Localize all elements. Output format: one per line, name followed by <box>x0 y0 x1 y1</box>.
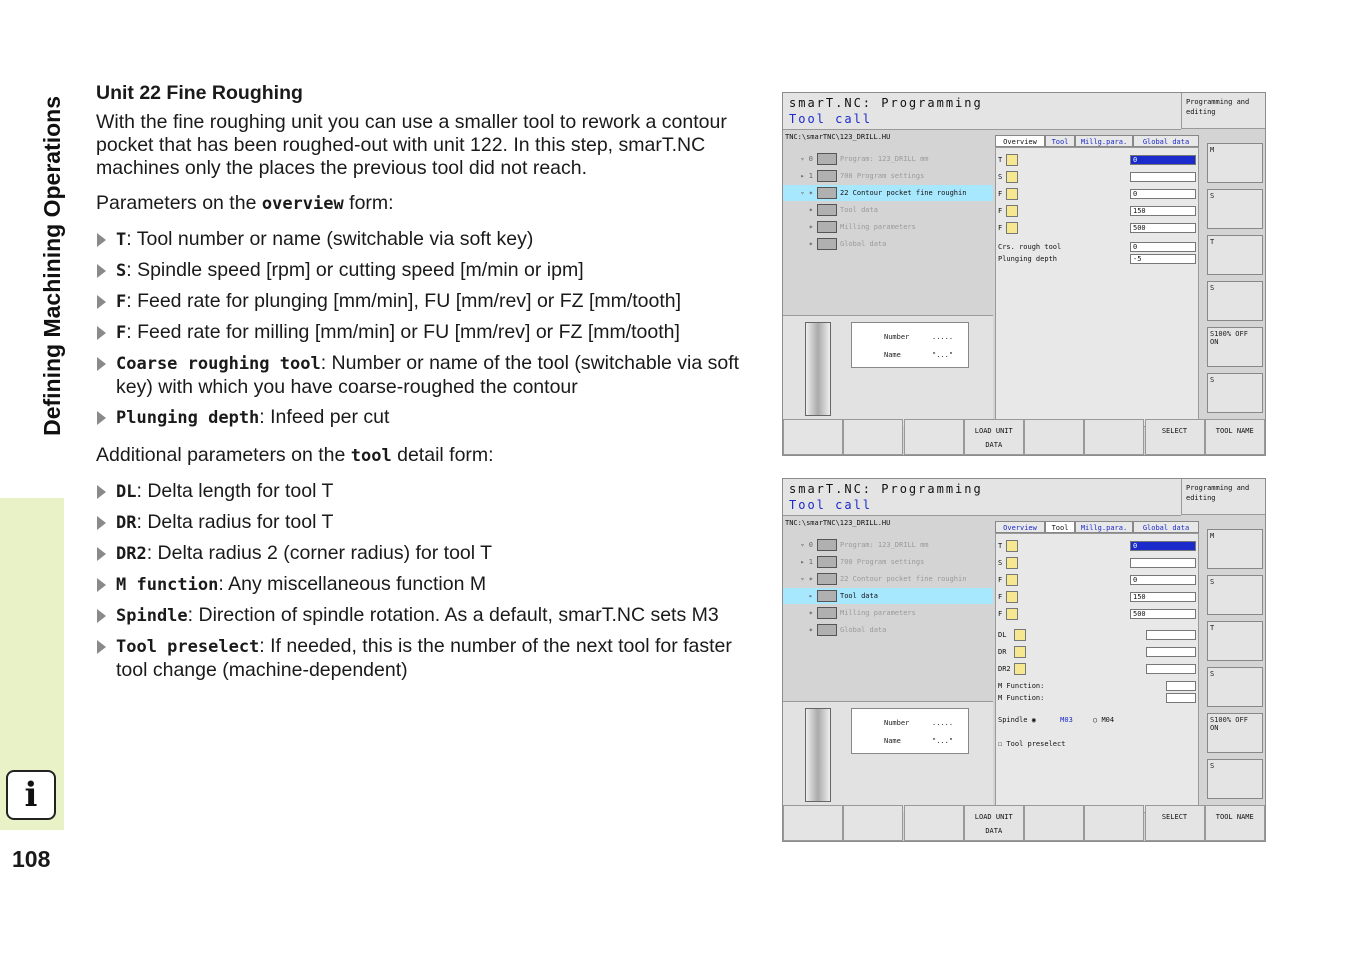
field-input[interactable] <box>1130 558 1196 568</box>
form-row <box>998 680 1196 692</box>
softkey-bottom[interactable]: SELECT <box>1145 805 1205 841</box>
list-item <box>96 228 756 252</box>
softkey-bottom[interactable]: TOOL NAME <box>1205 805 1265 841</box>
param-desc: : Any miscellaneous function M <box>218 573 487 595</box>
end-mill-icon <box>805 708 831 802</box>
field-label: Spindle ◉ <box>998 716 1041 724</box>
window-title: smarT.NC: Programming <box>789 482 983 496</box>
field-input[interactable] <box>1146 630 1196 640</box>
main-text <box>96 82 756 696</box>
field-input[interactable] <box>1166 681 1196 691</box>
tree-node[interactable] <box>783 554 993 570</box>
radio-m03[interactable]: M03 <box>1060 716 1073 724</box>
tree-node-label: Tool data <box>840 206 878 214</box>
tree-node-marker: ▸ 1 <box>800 558 813 566</box>
field-icon <box>1014 663 1026 675</box>
tree-node-marker: ✶ <box>808 223 813 231</box>
window-subtitle: Tool call <box>789 498 873 512</box>
tool-name-label: Name <box>884 351 901 359</box>
field-icon <box>1006 222 1018 234</box>
list-item <box>96 259 756 283</box>
field-label: F <box>998 190 1003 198</box>
param-desc: : Tool number or name (switchable via soft key) <box>126 228 534 250</box>
form-row <box>998 203 1196 219</box>
tree-node-marker: ✶ <box>808 206 813 214</box>
tree-node-label: Milling parameters <box>840 609 916 617</box>
field-input[interactable]: -5 <box>1130 254 1196 264</box>
tree-node[interactable] <box>783 219 993 235</box>
softkey-bottom[interactable]: TOOL NAME <box>1205 419 1265 455</box>
tool-name-label: Name <box>884 737 901 745</box>
field-input[interactable]: 0 <box>1130 541 1196 551</box>
window-header <box>783 479 1181 516</box>
softkey-right[interactable]: S <box>1207 575 1263 615</box>
param-key: F <box>116 292 127 312</box>
chapter-title: Defining Machining Operations <box>39 96 65 436</box>
field-label: F <box>998 224 1003 232</box>
form-row <box>998 572 1196 588</box>
field-label: DL <box>998 631 1007 639</box>
param-key: T <box>116 230 127 250</box>
list-item <box>96 480 756 504</box>
field-label: S <box>998 559 1003 567</box>
softkey-right[interactable]: S100% OFF ON <box>1207 327 1263 367</box>
tree-node-label: Tool data <box>840 592 878 600</box>
softkey-bottom[interactable] <box>904 805 964 841</box>
field-label: F <box>998 610 1003 618</box>
horizontal-softkeys <box>783 419 1265 455</box>
page-number: 108 <box>12 846 51 872</box>
field-label: DR <box>998 648 1007 656</box>
list-item <box>96 511 756 535</box>
form-row <box>998 253 1196 265</box>
param-key: DR <box>116 513 137 533</box>
tree-node-label: Global data <box>840 240 887 248</box>
param-desc: : Feed rate for plunging [mm/min], FU [mm/rev] or FZ [mm/tooth] <box>126 290 682 312</box>
form-row <box>998 169 1196 185</box>
spindle-row <box>998 712 1196 728</box>
unit-icon <box>817 573 837 585</box>
tree-node-label: 700 Program settings <box>840 172 925 180</box>
form-row <box>998 589 1196 605</box>
field-input[interactable]: 150 <box>1130 206 1196 216</box>
tree-node[interactable] <box>783 622 993 638</box>
softkey-right[interactable]: T <box>1207 235 1263 275</box>
tab-global-data[interactable]: Global data <box>1133 135 1199 147</box>
param-key: Coarse roughing tool <box>116 354 321 374</box>
param-desc: : Infeed per cut <box>259 406 390 428</box>
tree-node[interactable] <box>783 605 993 621</box>
softkey-bottom[interactable] <box>783 419 843 455</box>
tree-node[interactable] <box>783 571 993 587</box>
unit-icon <box>817 590 837 602</box>
param-desc: : Delta radius for tool T <box>136 511 334 533</box>
softkey-bottom[interactable] <box>783 805 843 841</box>
softkey-right[interactable]: T <box>1207 621 1263 661</box>
screenshot-tool-detail <box>782 478 1266 842</box>
field-input[interactable] <box>1166 693 1196 703</box>
tab-tool[interactable]: Tool <box>1045 135 1075 147</box>
softkey-bottom[interactable] <box>1084 805 1144 841</box>
tool-name-value: "..." <box>932 351 954 359</box>
param-desc: : Delta length for tool T <box>136 480 334 502</box>
end-mill-icon <box>805 322 831 416</box>
field-label: T <box>998 542 1003 550</box>
vertical-softkeys <box>1205 129 1265 421</box>
radio-m04[interactable]: ○ M04 <box>1088 716 1115 724</box>
softkey-bottom[interactable] <box>843 419 903 455</box>
tree-node-marker: ▸ <box>808 592 813 600</box>
field-icon <box>1006 540 1018 552</box>
field-label: DR2 <box>998 665 1011 673</box>
tree-node-label: Global data <box>840 626 887 634</box>
softkey-bottom[interactable] <box>1024 419 1084 455</box>
tree-node[interactable] <box>783 151 993 167</box>
field-input[interactable]: 500 <box>1130 609 1196 619</box>
list-item <box>96 542 756 566</box>
form-tabs <box>995 135 1199 147</box>
param-desc: : Number or name of the tool (switchable via soft key) with which you have coarse-roughed the contour <box>116 352 740 398</box>
tab-overview[interactable]: Overview <box>995 521 1045 533</box>
tool-number-label: Number <box>884 719 910 727</box>
tree-node-marker: ✶ <box>808 240 813 248</box>
softkey-right[interactable]: S <box>1207 759 1263 799</box>
field-label: T <box>998 156 1003 164</box>
form-row <box>998 692 1196 704</box>
tab-overview[interactable]: Overview <box>995 135 1045 147</box>
field-icon <box>1006 574 1018 586</box>
field-icon <box>1006 608 1018 620</box>
window-header <box>783 93 1181 130</box>
param-key: S <box>116 261 127 281</box>
additional-list <box>96 480 756 682</box>
list-item <box>96 406 756 430</box>
tool-number-value: ..... <box>932 719 954 727</box>
param-key: F <box>116 323 127 343</box>
field-icon <box>1006 205 1018 217</box>
program-tree <box>783 529 993 699</box>
softkey-right[interactable]: S <box>1207 373 1263 413</box>
softkey-right[interactable]: S <box>1207 667 1263 707</box>
field-icon <box>1014 646 1026 658</box>
field-input[interactable]: 0 <box>1130 189 1196 199</box>
tool-preview <box>783 701 993 812</box>
list-item <box>96 290 756 314</box>
tab-global-data[interactable]: Global data <box>1133 521 1199 533</box>
unit-icon <box>817 153 837 165</box>
list-item <box>96 604 756 628</box>
unit-icon <box>817 624 837 636</box>
field-label: F <box>998 207 1003 215</box>
param-desc: : Spindle speed [rpm] or cutting speed [m/min or ipm] <box>126 259 584 281</box>
param-key: Spindle <box>116 606 188 626</box>
file-path: TNC:\smarTNC\123_DRILL.HU <box>785 133 891 141</box>
tab-millg-para-[interactable]: Millg.para. <box>1075 135 1133 147</box>
tree-node-marker: ▸ 1 <box>800 172 813 180</box>
section-heading: Unit 22 Fine Roughing <box>96 82 303 104</box>
form-row <box>998 220 1196 236</box>
vertical-softkeys <box>1205 515 1265 807</box>
tab-tool[interactable]: Tool <box>1045 521 1075 533</box>
window-title: smarT.NC: Programming <box>789 96 983 110</box>
tool-preview <box>783 315 993 426</box>
field-label: F <box>998 576 1003 584</box>
field-label: S <box>998 173 1003 181</box>
softkey-right[interactable]: S <box>1207 281 1263 321</box>
list-item <box>96 352 756 399</box>
mode-indicator: Programming and editing <box>1181 479 1265 515</box>
tree-node-label: Milling parameters <box>840 223 916 231</box>
field-input[interactable]: 0 <box>1130 575 1196 585</box>
softkey-bottom[interactable] <box>1024 805 1084 841</box>
tree-node-label: 700 Program settings <box>840 558 925 566</box>
field-label: Crs. rough tool <box>998 243 1062 251</box>
field-label: M Function: <box>998 694 1045 702</box>
field-icon <box>1006 154 1018 166</box>
form-row <box>998 555 1196 571</box>
param-key: M function <box>116 575 219 595</box>
param-key: DR2 <box>116 544 147 564</box>
unit-icon <box>817 556 837 568</box>
tree-node[interactable] <box>783 588 993 604</box>
params-list <box>96 228 756 430</box>
param-desc: : If needed, this is the number of the next tool for faster tool change (machine-dependent) <box>116 635 732 681</box>
field-input[interactable]: 0 <box>1130 155 1196 165</box>
field-icon <box>1014 629 1026 641</box>
additional-intro: Additional parameters on the tool detail form: <box>96 444 494 466</box>
unit-icon <box>817 539 837 551</box>
tree-node-marker: ▿ 0 <box>800 155 813 163</box>
form-tabs <box>995 521 1199 533</box>
preselect-checkbox[interactable]: ☐ Tool preselect <box>998 740 1066 748</box>
field-label: F <box>998 593 1003 601</box>
field-icon <box>1006 557 1018 569</box>
param-key: Tool preselect <box>116 637 260 657</box>
param-desc: : Feed rate for milling [mm/min] or FU [mm/rev] or FZ [mm/tooth] <box>126 321 680 343</box>
tree-node-label: Program: 123_DRILL mm <box>840 155 929 163</box>
tree-node[interactable] <box>783 168 993 184</box>
form-row <box>998 606 1196 622</box>
tool-number-value: ..... <box>932 333 954 341</box>
preselect-row <box>998 736 1196 752</box>
softkey-bottom[interactable]: LOAD UNIT DATA <box>964 805 1024 841</box>
softkey-bottom[interactable] <box>843 805 903 841</box>
tree-node-marker: ▿ ✶ <box>800 189 813 197</box>
softkey-right[interactable]: S <box>1207 189 1263 229</box>
param-desc: : Delta radius 2 (corner radius) for tool T <box>146 542 493 564</box>
tree-node-marker: ✶ <box>808 626 813 634</box>
intro-paragraph: With the fine roughing unit you can use a smaller tool to rework a contour pocket that has been roughed-out with unit 122. In this step, smarT.NC machines only the places the previous tool did not reach. <box>96 111 727 179</box>
form-row <box>998 538 1196 554</box>
form-row <box>998 152 1196 168</box>
tree-node-marker: ✶ <box>808 609 813 617</box>
field-input[interactable] <box>1146 647 1196 657</box>
param-key: DL <box>116 482 137 502</box>
field-input[interactable] <box>1130 172 1196 182</box>
tree-node-label: 22 Contour pocket fine roughin <box>840 189 967 197</box>
mode-indicator: Programming and editing <box>1181 93 1265 129</box>
field-input[interactable]: 150 <box>1130 592 1196 602</box>
tool-info-box <box>851 708 969 754</box>
field-input[interactable] <box>1146 664 1196 674</box>
field-icon <box>1006 591 1018 603</box>
softkey-bottom[interactable]: SELECT <box>1145 419 1205 455</box>
unit-icon <box>817 607 837 619</box>
tree-node[interactable] <box>783 236 993 252</box>
tool-number-label: Number <box>884 333 910 341</box>
tool-info-box <box>851 322 969 368</box>
params-intro: Parameters on the overview form: <box>96 192 394 214</box>
field-icon <box>1006 188 1018 200</box>
list-item <box>96 573 756 597</box>
param-desc: : Direction of spindle rotation. As a default, smarT.NC sets M3 <box>187 604 719 626</box>
softkey-bottom[interactable] <box>904 419 964 455</box>
form-row <box>998 186 1196 202</box>
form-row <box>998 661 1196 677</box>
form-row <box>998 241 1196 253</box>
program-tree <box>783 143 993 313</box>
unit-icon <box>817 204 837 216</box>
form-row <box>998 644 1196 660</box>
form-row <box>998 627 1196 643</box>
unit-icon <box>817 187 837 199</box>
field-icon <box>1006 171 1018 183</box>
tree-node-label: 22 Contour pocket fine roughin <box>840 575 967 583</box>
tree-node[interactable] <box>783 537 993 553</box>
list-item <box>96 635 756 682</box>
screenshot-overview <box>782 92 1266 456</box>
tree-node-label: Program: 123_DRILL mm <box>840 541 929 549</box>
softkey-right[interactable]: S100% OFF ON <box>1207 713 1263 753</box>
param-key: Plunging depth <box>116 408 260 428</box>
field-label: Plunging depth <box>998 255 1058 263</box>
tab-millg-para-[interactable]: Millg.para. <box>1075 521 1133 533</box>
parameter-form <box>995 147 1199 427</box>
file-path: TNC:\smarTNC\123_DRILL.HU <box>785 519 891 527</box>
field-input[interactable]: 500 <box>1130 223 1196 233</box>
tree-node[interactable] <box>783 202 993 218</box>
field-input[interactable]: 0 <box>1130 242 1196 252</box>
parameter-form <box>995 533 1199 813</box>
tree-node-marker: ▿ 0 <box>800 541 813 549</box>
tree-node[interactable] <box>783 185 993 201</box>
tool-name-value: "..." <box>932 737 954 745</box>
window-subtitle: Tool call <box>789 112 873 126</box>
softkey-bottom[interactable] <box>1084 419 1144 455</box>
softkey-right[interactable]: M <box>1207 529 1263 569</box>
tree-node-marker: ▿ ✶ <box>800 575 813 583</box>
softkey-bottom[interactable]: LOAD UNIT DATA <box>964 419 1024 455</box>
unit-icon <box>817 238 837 250</box>
softkey-right[interactable]: M <box>1207 143 1263 183</box>
list-item <box>96 321 756 345</box>
info-icon: i <box>6 770 56 820</box>
unit-icon <box>817 170 837 182</box>
unit-icon <box>817 221 837 233</box>
field-label: M Function: <box>998 682 1045 690</box>
horizontal-softkeys <box>783 805 1265 841</box>
